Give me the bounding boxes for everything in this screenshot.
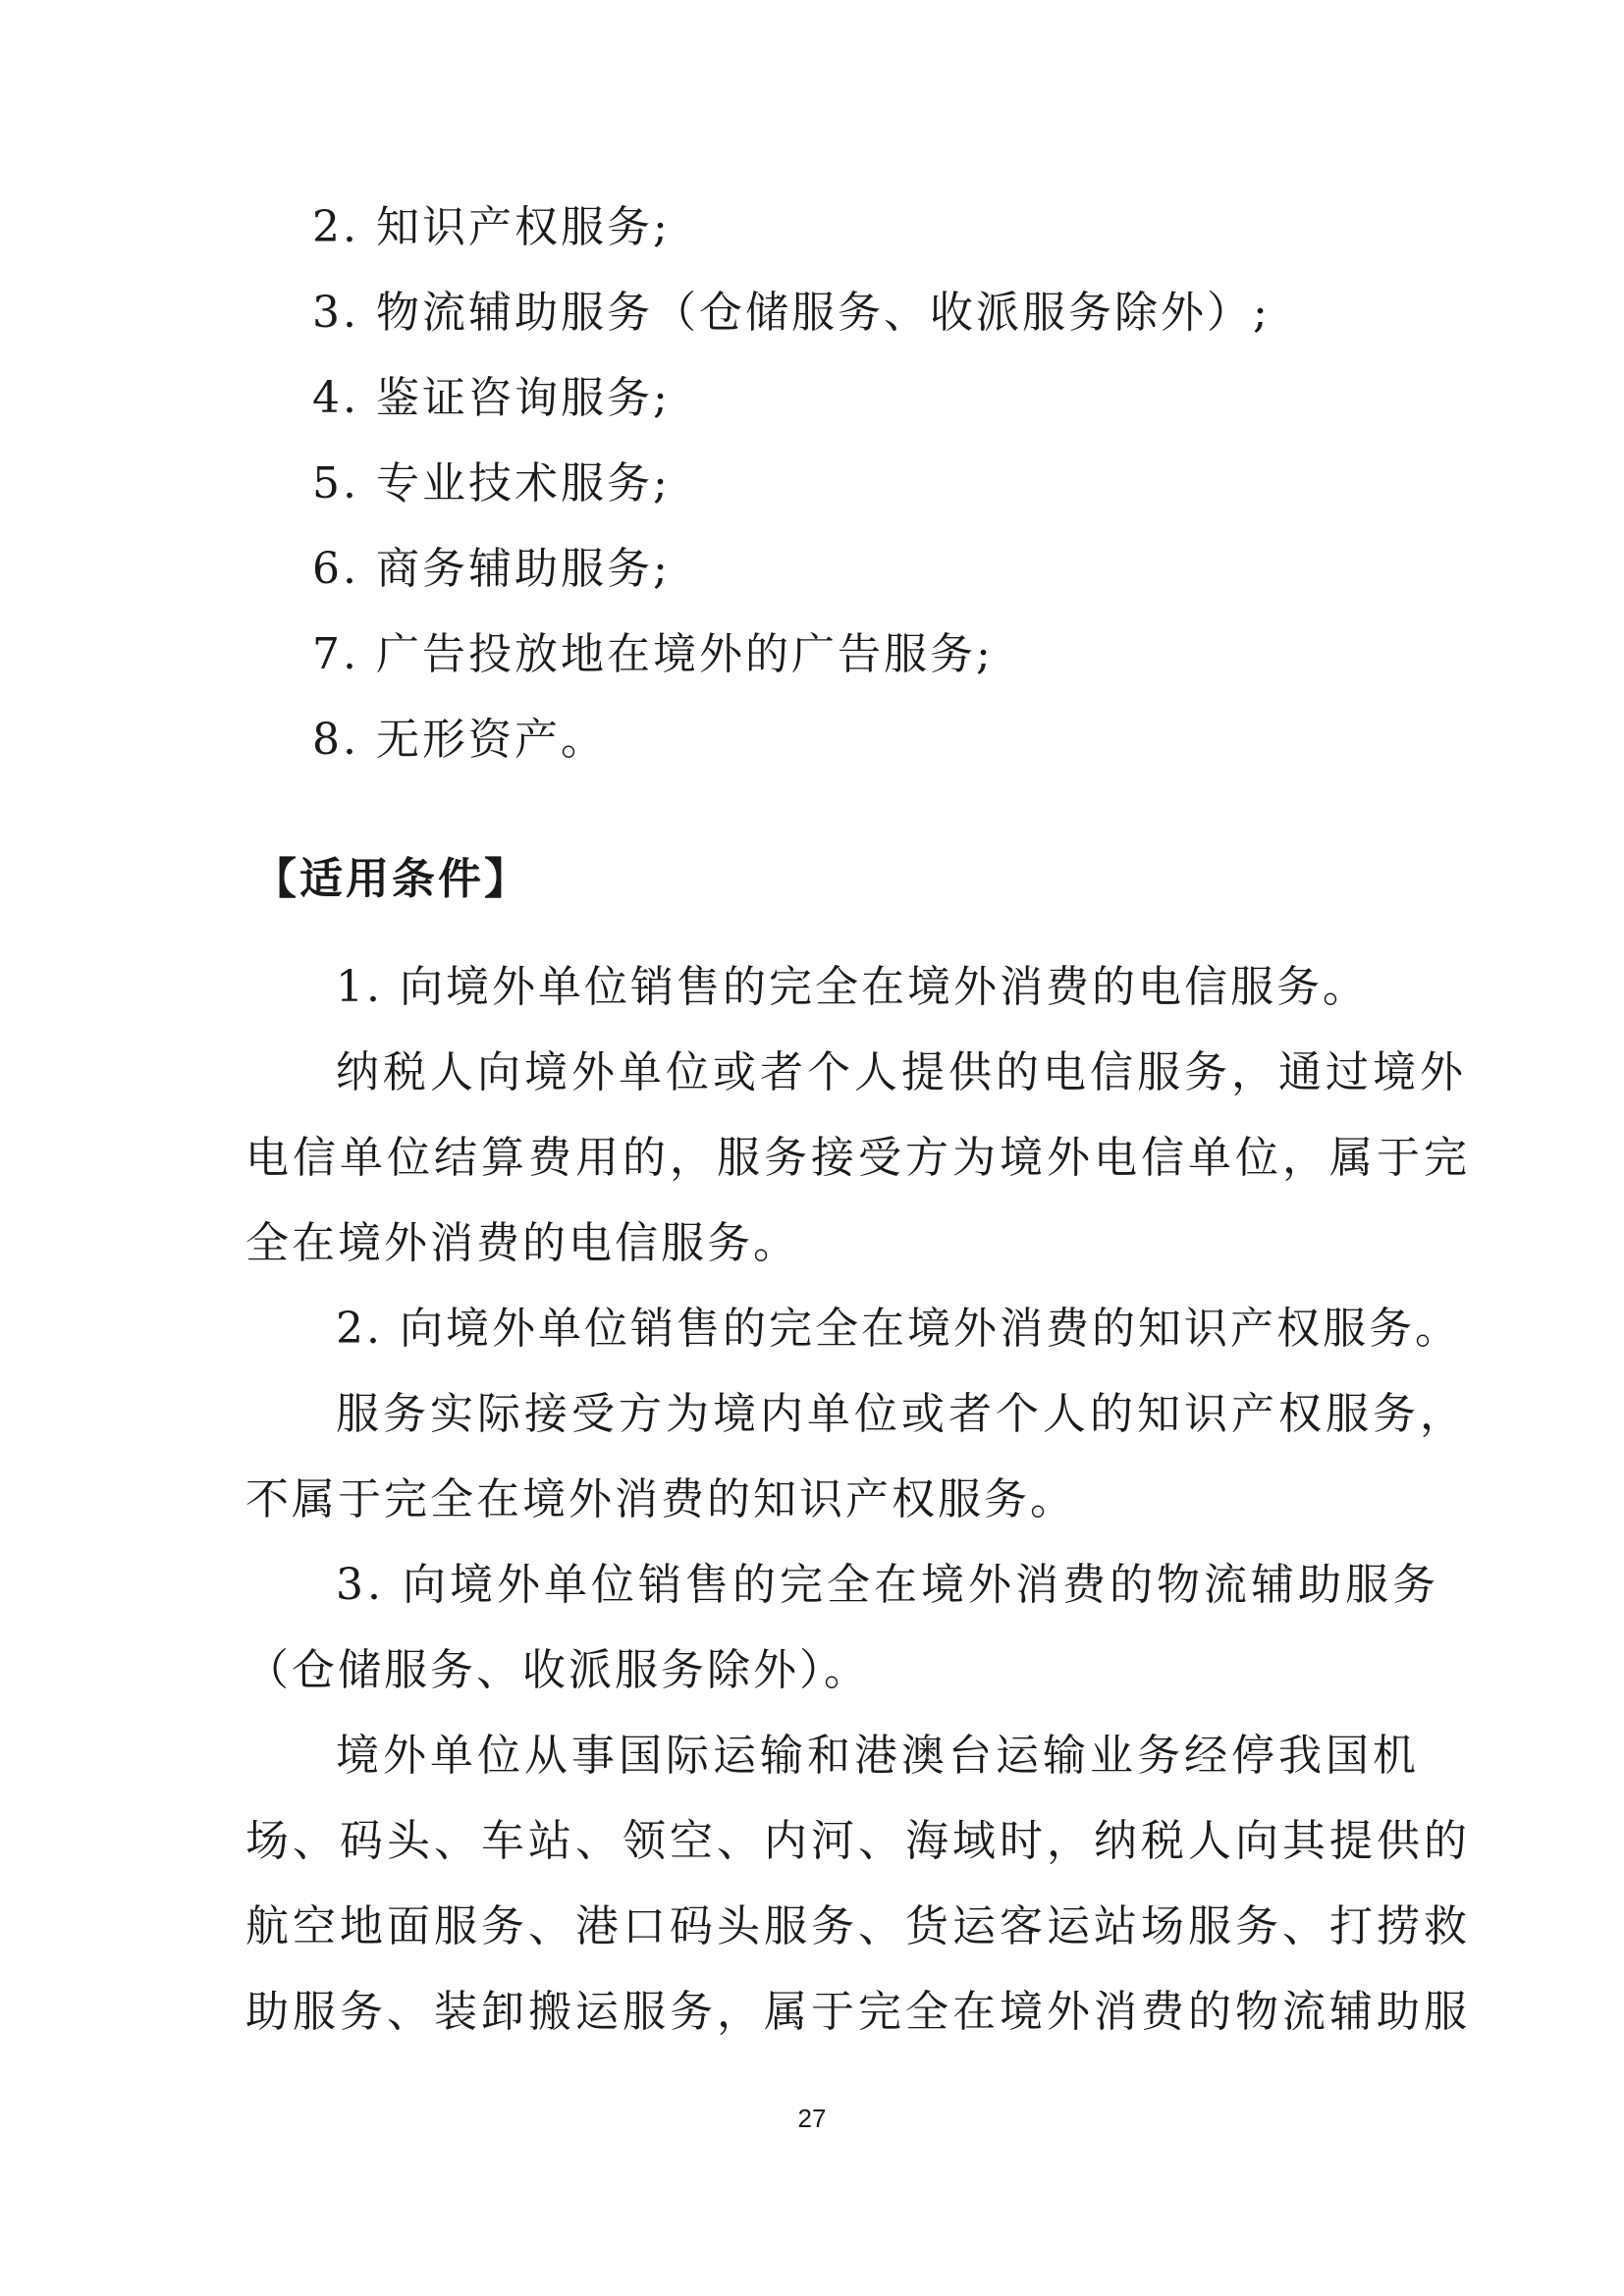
paragraph-line: 电信单位结算费用的，服务接受方为境外电信单位，属于完 [245,1133,1471,1183]
list-item: 5. 专业技术服务; [312,458,671,508]
list-item: 8. 无形资产。 [312,715,607,765]
paragraph-line: 全在境外消费的电信服务。 [245,1218,799,1268]
paragraph-line: 纳税人向境外单位或者个人提供的电信服务，通过境外 [336,1047,1467,1097]
paragraph-line: 不属于完全在境外消费的知识产权服务。 [245,1474,1076,1524]
paragraph-line: 3. 向境外单位销售的完全在境外消费的物流辅助服务 [336,1560,1439,1610]
page-number: 27 [797,2104,827,2133]
list-item: 6. 商务辅助服务; [312,544,671,594]
list-item: 4. 鉴证咨询服务; [312,373,671,423]
paragraph-line: 服务实际接受方为境内单位或者个人的知识产权服务， [336,1389,1467,1439]
paragraph-line: 助服务、装卸搬运服务，属于完全在境外消费的物流辅助服 [245,1987,1471,2037]
list-item: 7. 广告投放地在境外的广告服务; [312,629,994,679]
section-heading: 【适用条件】 [253,854,530,904]
paragraph-line: 1. 向境外单位销售的完全在境外消费的电信服务。 [336,962,1369,1012]
paragraph-line: 2. 向境外单位销售的完全在境外消费的知识产权服务。 [336,1304,1461,1354]
paragraph-line: 场、码头、车站、领空、内河、海域时，纳税人向其提供的 [245,1816,1471,1866]
list-item: 3. 物流辅助服务（仓储服务、收派服务除外）; [312,288,1271,338]
paragraph-line: 境外单位从事国际运输和港澳台运输业务经停我国机 [336,1731,1420,1781]
paragraph-line: （仓储服务、收派服务除外）。 [245,1645,870,1695]
list-item: 2. 知识产权服务; [312,202,671,252]
paragraph-line: 航空地面服务、港口码头服务、货运客运站场服务、打捞救 [245,1901,1471,1951]
